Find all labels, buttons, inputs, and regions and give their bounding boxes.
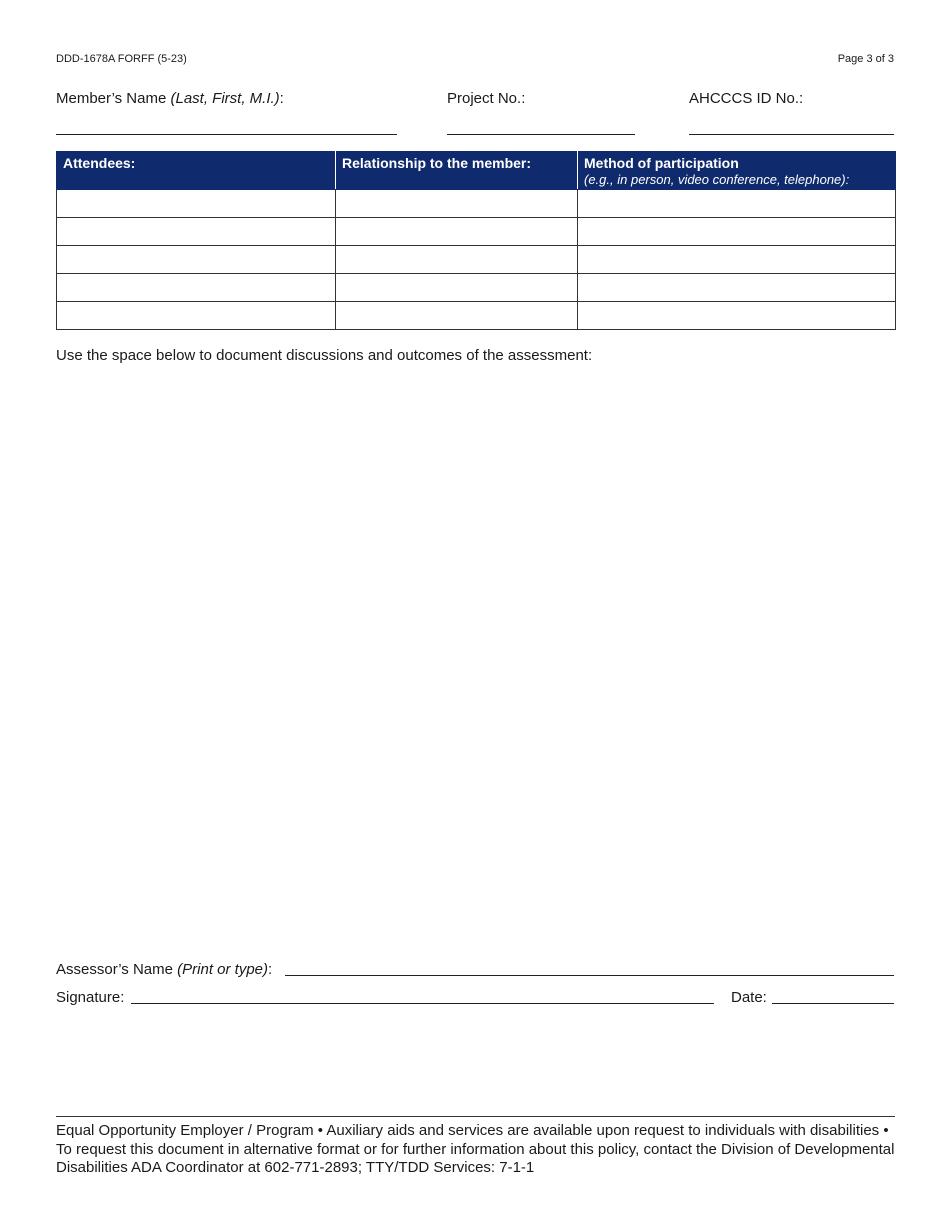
project-no-field[interactable] bbox=[447, 134, 635, 135]
attendee-cell[interactable] bbox=[57, 274, 336, 302]
method-cell[interactable] bbox=[578, 190, 896, 218]
attendee-cell[interactable] bbox=[57, 246, 336, 274]
notes-instructions: Use the space below to document discussions and outcomes of the assessment: bbox=[56, 347, 593, 364]
relationship-cell[interactable] bbox=[336, 302, 578, 330]
relationship-cell[interactable] bbox=[336, 190, 578, 218]
page-number: Page 3 of 3 bbox=[837, 53, 894, 65]
member-name-label bbox=[56, 90, 284, 107]
member-name-field[interactable] bbox=[56, 134, 397, 135]
relationship-cell[interactable] bbox=[336, 274, 578, 302]
attendees-table-header bbox=[57, 152, 896, 190]
assessor-name-hint: (Print or type) bbox=[177, 961, 269, 978]
assessor-name-field[interactable] bbox=[285, 975, 894, 976]
table-row bbox=[57, 274, 896, 302]
assessor-name-label-text: Assessor’s Name bbox=[56, 961, 178, 978]
footer-notice: Equal Opportunity Employer / Program • Auxiliary aids and services are available upon request to individuals with disabilities • To request this document in alternative format or for further information about this policy, contact the Division of Developmental Disabilities ADA Coordinator at 602-771-2893; TTY/TDD Services: 7-1-1 bbox=[56, 1122, 895, 1176]
table-row bbox=[57, 302, 896, 330]
attendee-cell[interactable] bbox=[57, 302, 336, 330]
attendees-table bbox=[56, 151, 896, 330]
table-row bbox=[57, 190, 896, 218]
form-code: DDD-1678A FORFF (5-23) bbox=[56, 53, 187, 65]
relationship-cell[interactable] bbox=[336, 246, 578, 274]
notes-area[interactable] bbox=[56, 372, 895, 947]
method-header-hint: (e.g., in person, video conference, telephone): bbox=[584, 172, 850, 187]
ahcccs-id-field[interactable] bbox=[689, 134, 894, 135]
relationship-header: Relationship to the member: bbox=[336, 152, 578, 190]
method-cell[interactable] bbox=[578, 218, 896, 246]
method-header bbox=[578, 152, 896, 190]
attendees-header: Attendees: bbox=[57, 152, 336, 190]
assessor-name-colon: : bbox=[268, 961, 273, 978]
ahcccs-id-label: AHCCCS ID No.: bbox=[689, 90, 804, 107]
method-header-title: Method of participation bbox=[584, 155, 739, 171]
signature-field[interactable] bbox=[131, 1003, 714, 1004]
table-row bbox=[57, 246, 896, 274]
date-label: Date: bbox=[731, 989, 767, 1006]
member-name-hint: (Last, First, M.I.) bbox=[170, 90, 280, 107]
relationship-cell[interactable] bbox=[336, 218, 578, 246]
project-no-label: Project No.: bbox=[447, 90, 526, 107]
member-name-label-text: Member’s Name bbox=[56, 90, 171, 107]
method-cell[interactable] bbox=[578, 274, 896, 302]
attendee-cell[interactable] bbox=[57, 190, 336, 218]
signature-label: Signature: bbox=[56, 989, 125, 1006]
method-cell[interactable] bbox=[578, 302, 896, 330]
table-row bbox=[57, 218, 896, 246]
date-field[interactable] bbox=[772, 1003, 894, 1004]
footer-divider bbox=[56, 1116, 895, 1117]
assessor-name-label bbox=[56, 961, 272, 978]
attendee-cell[interactable] bbox=[57, 218, 336, 246]
method-cell[interactable] bbox=[578, 246, 896, 274]
member-name-colon: : bbox=[279, 90, 284, 107]
